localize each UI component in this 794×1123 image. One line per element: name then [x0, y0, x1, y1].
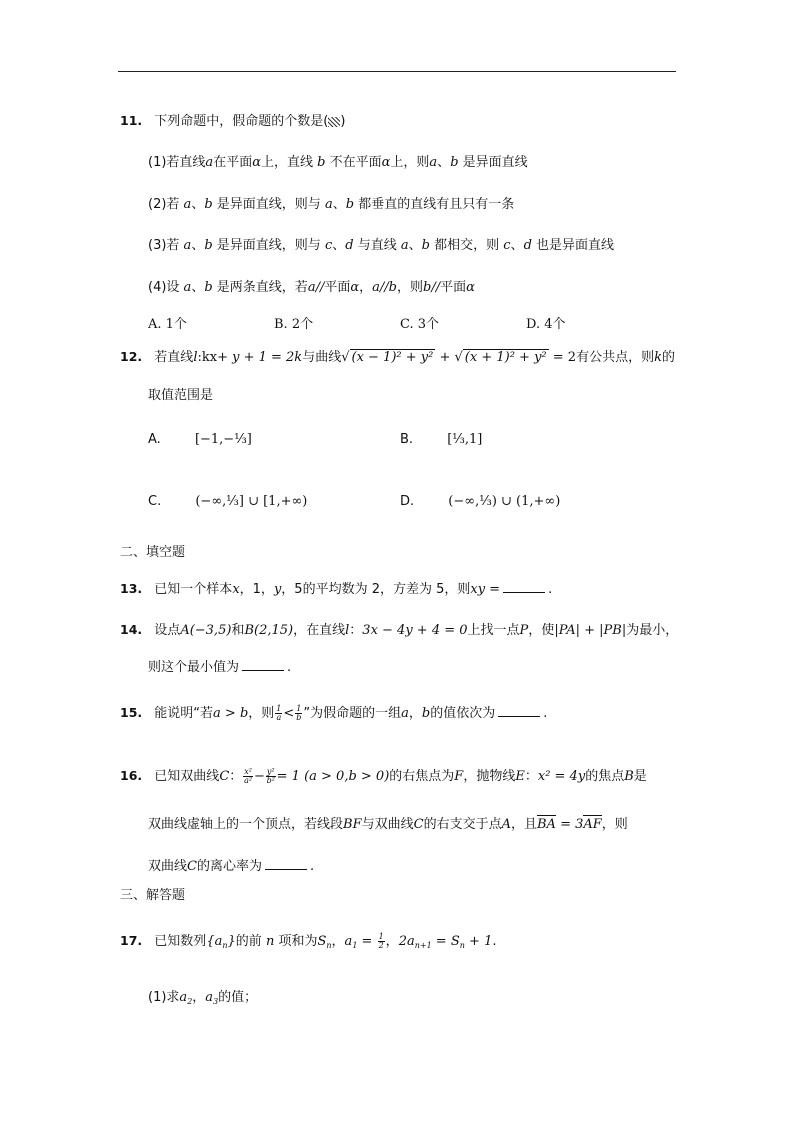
answer-blank[interactable]: [498, 704, 540, 717]
question-16: 16. 已知双曲线C： $\frac{\text{x²}}{\text{a²}}$ − $\frac{\text{y²}}{\text{b²}}$ = 1 (a > 0,b > 0)的右焦点为F，抛物线E：x² = 4y的焦点B是: [120, 767, 647, 785]
option-d[interactable]: D. 4个: [526, 317, 566, 332]
option-c[interactable]: C. 3个: [400, 317, 440, 332]
question-stem: 下列命题中，假命题的个数是(: [154, 114, 329, 129]
question-17: 17. 已知数列$\{a_n\}$的前 n 项和为$S_n$，$a_1$ = $\frac{1}{2}$ ，$2a_{n+1} = S_n + 1$.: [120, 932, 497, 950]
answer-placeholder-icon: [328, 117, 340, 127]
answer-blank[interactable]: [503, 580, 545, 593]
question-number: 11.: [120, 113, 143, 128]
answer-blank[interactable]: [242, 658, 284, 671]
statement-3: (3)若 a、b 是异面直线，则与 c、d 与直线 a、b 都相交，则 c、d 也是异面直线: [148, 238, 615, 253]
vector-ba: BA: [536, 817, 556, 832]
question-15: 15. 能说明“若a > b，则 $\frac{1}{a}$ < $\frac{1}{b}$ ”为假命题的一组a，b的值依次为 .: [120, 704, 548, 722]
question-16-line2: 双曲线虚轴上的一个顶点，若线段BF与双曲线C的右支交于点A，且BA = 3AF，则: [148, 817, 628, 832]
statement-2: (2)若 a、b 是异面直线，则与 a、b 都垂直的直线有且只有一条: [148, 197, 515, 212]
option-b[interactable]: B. 2个: [274, 317, 314, 332]
statement-4: (4)设 a、b 是两条直线，若a//平面α，a//b，则b//平面α: [148, 280, 475, 295]
question-12: 12. 若直线l:kx+ y + 1 = 2k与曲线√ (x − 1)² + y² + √ (x + 1)² + y² = 2有公共点，则k的: [120, 349, 675, 365]
option-a[interactable]: A. [−1,−⅓]: [148, 432, 252, 447]
option-c[interactable]: C. (−∞,⅓] ∪ [1,+∞): [148, 494, 308, 509]
option-a[interactable]: A. 1个: [148, 317, 187, 332]
question-12-line2: 取值范围是: [148, 388, 214, 403]
section-heading: 二、填空题: [120, 545, 186, 560]
question-17-part1: (1)求$a_2$，$a_3$的值；: [148, 990, 258, 1006]
question-11: 11. 下列命题中，假命题的个数是( ): [120, 113, 346, 129]
header-rule: [118, 71, 676, 72]
question-13: 13. 已知一个样本x，1，y，5的平均数为 2，方差为 5，则xy = .: [120, 581, 553, 597]
vector-af: AF: [583, 817, 602, 832]
question-16-line3: 双曲线C的离心率为 .: [148, 859, 315, 874]
option-d[interactable]: D. (−∞,⅓) ∪ (1,+∞): [400, 494, 561, 509]
question-number: 12.: [120, 349, 143, 364]
option-b[interactable]: B. [⅓,1]: [400, 432, 483, 447]
answer-blank[interactable]: [265, 857, 307, 870]
question-14-line2: 则这个最小值为 .: [148, 660, 292, 675]
section-heading: 三、解答题: [120, 888, 186, 903]
statement-1: (1)若直线a在平面α上，直线 b 不在平面α上，则a、b 是异面直线: [148, 155, 528, 170]
question-14: 14. 设点A(−3,5)和B(2,15)，在直线l：3x − 4y + 4 = 0上找一点P，使|PA| + |PB|为最小，: [120, 622, 679, 638]
